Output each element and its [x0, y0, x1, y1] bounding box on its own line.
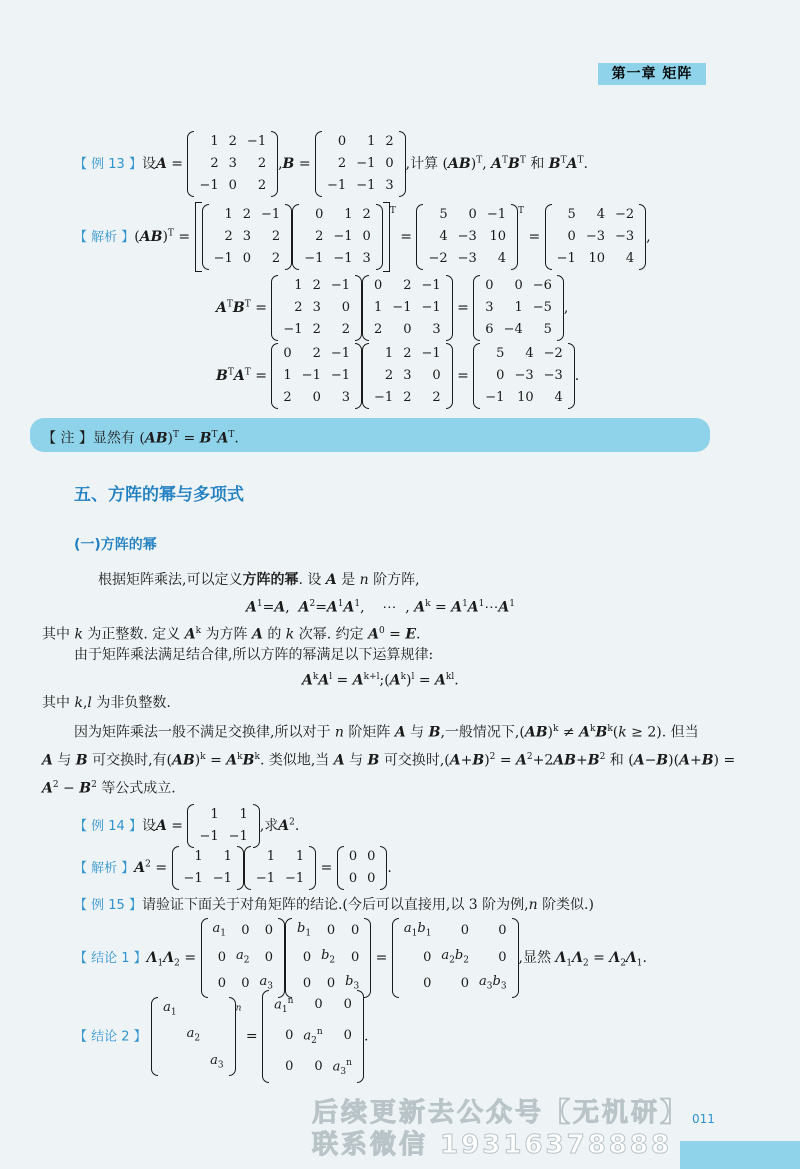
matrix-cell: 0	[362, 229, 371, 244]
matrix-cell: 0	[314, 1059, 323, 1075]
matrix-cell: 0	[432, 368, 441, 383]
corner-decoration	[680, 1141, 800, 1169]
matrix-cell: 2	[312, 346, 321, 361]
matrix-cell: 2	[374, 322, 383, 337]
matrix-cell: 5	[543, 322, 552, 337]
matrix-cell: 0	[264, 923, 274, 939]
matrix-cell: 0	[367, 849, 376, 864]
matrix-cell: $a_2$	[236, 947, 250, 966]
matrix-cell: 1	[295, 849, 305, 864]
zero-matrix	[337, 846, 388, 890]
matrix-a	[202, 204, 293, 270]
paragraph-3: 由于矩阵乘法满足结合律,所以方阵的幂满足以下运算规律:	[74, 647, 434, 663]
matrix-cell: −1	[255, 871, 276, 886]
matrix-cell: −1	[356, 178, 376, 193]
matrix-cell: $b_3$	[345, 974, 360, 992]
solution-13-line2: $A^TB^T$ = 1 2 −1 2 3 0 −1 2 2 0 2 −1 1 −1 −1 2 0 3 = 0 0 −6 3 1 −5 6 −4 5 ,	[216, 275, 568, 341]
watermark-line-1: 后续更新去公众号【无机研】	[312, 1098, 690, 1128]
matrix-at-bt	[473, 275, 564, 341]
matrix-cell	[205, 997, 229, 1024]
matrix-cell: −1	[486, 207, 506, 222]
matrix-cell: $a_1$	[163, 999, 177, 1018]
matrix-cell: 0	[302, 976, 312, 992]
matrix-cell: 1	[194, 849, 203, 864]
matrix-cell: 10	[489, 229, 506, 244]
matrix-a	[187, 804, 259, 848]
matrix-cell: −1	[330, 346, 351, 361]
matrix-cell: 1	[210, 134, 219, 149]
matrix-cell: 0	[228, 178, 237, 193]
matrix-cell: 1	[367, 134, 376, 149]
matrix-cell: 4	[554, 390, 563, 405]
matrix-a	[172, 846, 244, 890]
matrix-cell: −2	[614, 207, 635, 222]
matrix-cell: 2	[385, 134, 394, 149]
matrix-cell: 0	[341, 300, 351, 315]
matrix-cell: −1	[228, 829, 248, 844]
matrix-cell	[182, 997, 206, 1024]
matrix-cell: 0	[241, 923, 250, 939]
matrix-cell: 0	[498, 949, 507, 965]
example-15: 【 例 15 】请验证下面关于对角矩阵的结论.(今后可以直接用,以 3 阶为例,n 阶类似.)	[74, 897, 594, 913]
matrix-cell: 2	[384, 368, 394, 383]
paragraph-5: 因为矩阵乘法一般不满足交换律,所以对于 n 阶矩阵 A 与 B,一般情况下$,(AB)^k \ne A^kB^k(k \ge 2)$. 但当	[74, 724, 699, 741]
matrix-cell: −1	[333, 251, 353, 266]
matrix-cell: 1	[210, 807, 219, 822]
example-13: 【 例 13 】设A = 1 2 −1 2 3 2 −1 0 2 ,B = 0 1 2 2 −1 0 −1 −1 3 ,计算 (AB)$^T$, $A^TB^T$ 和 $B^TA^T$.	[74, 131, 588, 197]
matrix-cell: −1	[330, 368, 351, 383]
paragraph-2: 其中 k 为正整数. 定义 $A^k$ 为方阵 A 的 k 次幂. 约定 $A^0 = E$.	[42, 626, 421, 643]
matrix-cell: $a_3^n$	[332, 1057, 352, 1077]
matrix-cell: 0	[264, 949, 274, 965]
matrix-cell: 1	[374, 300, 383, 315]
matrix-cell: 2	[257, 156, 267, 171]
matrix-cell: 0	[285, 1028, 294, 1044]
matrix-cell: 0	[315, 207, 324, 222]
matrix-cell: 4	[596, 207, 605, 222]
diag-matrix-a	[201, 918, 286, 998]
matrix-cell: 3	[385, 178, 394, 193]
matrix-cell: 2	[432, 390, 441, 405]
matrix-cell: 2	[403, 346, 412, 361]
matrix-cell: −1	[485, 390, 505, 405]
matrix-cell: 3	[242, 229, 252, 244]
matrix-cell: 1	[224, 207, 233, 222]
matrix-bt-at	[473, 343, 575, 409]
page-number: 011	[692, 1112, 715, 1126]
matrix-cell: 1	[266, 849, 276, 864]
matrix-cell: $a_2^n$	[303, 1026, 323, 1046]
matrix-cell: 0	[367, 871, 376, 886]
matrix-cell: 2	[294, 300, 303, 315]
example-14: 【 例 14 】设A = 1 1 −1 −1 ,求$A^2$.	[74, 804, 299, 848]
matrix-cell: 2	[312, 278, 321, 293]
matrix-cell: $a_1$	[212, 921, 227, 939]
matrix-cell: 0	[403, 322, 412, 337]
matrix-cell: 0	[283, 346, 292, 361]
matrix-cell: 0	[423, 949, 432, 965]
matrix-ab-transpose	[545, 204, 647, 270]
conclusion-2: 【 结论 2 】 $a_1$ $a_2$ $a_3$ $^n$ = $a_1^n$ 0 0 0 $a_2^n$ 0 0 0 $a_3^n$ .	[74, 990, 368, 1083]
matrix-cell: 0	[217, 949, 227, 965]
matrix-cell: −5	[532, 300, 552, 315]
matrix-cell: −1	[199, 178, 219, 193]
matrix-cell: 0	[460, 976, 469, 992]
matrix-cell: 2	[271, 229, 281, 244]
matrix-cell: $b_2$	[321, 947, 336, 966]
matrix-cell: −1	[304, 251, 324, 266]
matrix-cell: −3	[585, 229, 605, 244]
matrix-a-transpose	[271, 275, 362, 341]
diag-matrix-b	[285, 918, 371, 998]
matrix-cell: 0	[514, 278, 523, 293]
matrix-cell: 0	[423, 976, 432, 992]
matrix-cell: 4	[439, 229, 448, 244]
matrix-cell: −1	[212, 871, 232, 886]
solution-14: 【 解析 】$A^2$ = 1 1 −1 −1 1 1 −1 −1 = 0 0 0 0 .	[74, 846, 392, 890]
matrix-cell: −1	[392, 300, 412, 315]
matrix-cell: −1	[261, 207, 281, 222]
subsection-title: (一)方阵的幂	[74, 537, 157, 553]
matrix-cell: 10	[517, 390, 534, 405]
matrix-b-transpose	[362, 275, 453, 341]
matrix-cell: −3	[457, 251, 477, 266]
matrix-cell: 6	[485, 322, 494, 337]
matrix-cell: 1	[294, 278, 303, 293]
matrix-cell: −3	[543, 368, 563, 383]
matrix-cell: −1	[556, 251, 576, 266]
matrix-cell: 4	[497, 251, 506, 266]
matrix-cell: −3	[514, 368, 534, 383]
matrix-cell: 0	[312, 390, 321, 405]
formula-powers: $A^1=A$, $A^2=A^1A^1$, ⋯ , $A^k$ = $A^1A^1\cdots A^1$	[246, 599, 516, 616]
matrix-cell: −1	[330, 278, 351, 293]
matrix-cell: 0	[302, 949, 312, 965]
matrix-cell: 4	[525, 346, 534, 361]
paragraph-1: 根据矩阵乘法,可以定义方阵的幂. 设 A 是 n 阶方阵,	[98, 572, 420, 588]
matrix-cell: 2	[271, 251, 281, 266]
matrix-b	[292, 204, 383, 270]
note-text: 【 注 】显然有 $(AB)^T = B^TA^T$.	[42, 430, 239, 447]
section-title: 五、方阵的幂与多项式	[74, 485, 244, 505]
solution-13-line3: $B^TA^T$ = 0 2 −1 1 −1 −1 2 0 3 1 2 −1 2 3 0 −1 2 2 = 5 4 −2 0 −3 −3 −1 10 4 .	[216, 343, 579, 409]
matrix-cell: −4	[503, 322, 523, 337]
matrix-cell: −1	[199, 829, 219, 844]
matrix-cell: 0	[314, 997, 323, 1013]
matrix-cell: 2	[341, 322, 351, 337]
matrix-cell: 0	[468, 207, 477, 222]
matrix-a-transpose	[362, 343, 453, 409]
matrix-cell: $b_1$	[297, 921, 312, 939]
matrix-cell: $a_2b_2$	[441, 947, 469, 966]
matrix-b	[315, 131, 406, 197]
matrix-b-transpose	[271, 343, 362, 409]
diag-matrix-power	[151, 997, 236, 1077]
matrix-cell: 3	[403, 368, 412, 383]
matrix-cell: −6	[532, 278, 552, 293]
watermark-line-2: 联系微信 19316378888	[312, 1130, 673, 1160]
matrix-cell: 2	[224, 229, 233, 244]
solution-13-line1: 【 解析 】(AB)$^T$ = 1 2 −1 2 3 2 −1 0 2 0 1 2 2 −1 0 −1 −1 3 $^T$ = 5 0 −1 4 −3 10 −2 −3 4 $^T$ = 5 4 −2 0 −3 −3 −1 10 4 ,	[74, 202, 651, 272]
matrix-cell: 2	[362, 207, 371, 222]
matrix-cell: −1	[333, 229, 353, 244]
matrix-a	[244, 846, 316, 890]
bracket-product	[195, 202, 390, 272]
matrix-cell: $a_3$	[210, 1052, 224, 1071]
matrix-cell: 0	[285, 1059, 294, 1075]
paragraph-4: 其中 k,l 为非负整数.	[42, 695, 171, 711]
matrix-cell: 4	[625, 251, 635, 266]
matrix-cell: −1	[356, 156, 376, 171]
matrix-cell: 5	[439, 207, 448, 222]
matrix-cell: 0	[242, 251, 252, 266]
matrix-cell: 0	[498, 923, 507, 939]
matrix-cell: $a_2$	[186, 1026, 201, 1044]
matrix-cell: −1	[327, 178, 347, 193]
matrix-cell: −1	[213, 251, 233, 266]
matrix-cell: 2	[403, 390, 412, 405]
matrix-cell: 5	[567, 207, 576, 222]
matrix-cell: 3	[432, 322, 441, 337]
matrix-cell	[158, 1023, 182, 1050]
matrix-cell: 2	[283, 390, 292, 405]
conclusion-1: 【 结论 1 】$\Lambda_1\Lambda_2$ = $a_1$ 0 0 0 $a_2$ 0 0 0 $a_3$ $b_1$ 0 0 0 $b_2$ 0 0 0 $b_3$ = $a_1b_1$ 0 0 0 $a_2b_2$ 0 0 0 $a_3b_3$ ,显然 $\Lambda_1\Lambda_2 = \Lambda_2\Lambda_1$.	[74, 918, 647, 998]
matrix-cell: −1	[421, 278, 441, 293]
matrix-cell: 0	[241, 976, 250, 992]
matrix-cell: 3	[362, 251, 371, 266]
matrix-cell: −1	[421, 300, 441, 315]
matrix-cell: 0	[385, 156, 394, 171]
matrix-cell: 0	[460, 923, 469, 939]
matrix-cell: −1	[246, 134, 267, 149]
matrix-cell: 2	[337, 156, 347, 171]
matrix-cell: $a_3$	[259, 974, 274, 992]
matrix-cell: 2	[242, 207, 252, 222]
paragraph-7: $A^2 - B^2$ 等公式成立.	[42, 780, 176, 797]
matrix-cell: 0	[217, 976, 227, 992]
matrix-cell: 0	[343, 997, 352, 1013]
matrix-cell: 2	[403, 278, 412, 293]
paragraph-6: A 与 B 可交换时,有$(AB)^k = A^kB^k$. 类似地,当 A 与 B 可交换时$,(A+B)^2 = A^2+2AB+B^2$ 和 (A−B)(A+B) =	[42, 752, 736, 769]
matrix-cell: 0	[350, 923, 360, 939]
matrix-cell: 0	[374, 278, 383, 293]
matrix-cell: −2	[543, 346, 563, 361]
matrix-cell: 0	[348, 871, 358, 886]
matrix-cell: 3	[485, 300, 494, 315]
matrix-cell: $a_1^n$	[274, 996, 294, 1015]
matrix-cell	[182, 1050, 206, 1077]
formula-rules: $A^kA^l$ = $A^{k+l};(A^k)^l = A^{kl}$.	[302, 672, 459, 689]
matrix-cell: 3	[341, 390, 351, 405]
diag-matrix-ab	[392, 918, 519, 998]
matrix-cell: 1	[283, 368, 292, 383]
matrix-cell: −1	[183, 871, 203, 886]
matrix-cell: 0	[485, 278, 494, 293]
matrix-cell: 1	[344, 207, 353, 222]
matrix-cell: 3	[312, 300, 321, 315]
matrix-cell: 0	[343, 1028, 352, 1044]
matrix-cell: 0	[326, 923, 336, 939]
matrix-cell: 0	[567, 229, 576, 244]
example-label: 【 例 13 】	[74, 157, 142, 172]
matrix-cell	[158, 1050, 182, 1077]
matrix-cell: $a_3b_3$	[478, 974, 507, 992]
matrix-cell: 0	[337, 134, 347, 149]
matrix-cell: 2	[228, 134, 237, 149]
matrix-cell: 10	[588, 251, 605, 266]
matrix-cell: 0	[350, 949, 360, 965]
matrix-cell: −1	[285, 871, 305, 886]
matrix-cell: −2	[428, 251, 448, 266]
matrix-cell: 0	[496, 368, 505, 383]
matrix-cell: 5	[496, 346, 505, 361]
matrix-cell: $a_1b_1$	[403, 921, 432, 939]
diag-matrix-powered	[262, 990, 364, 1083]
matrix-cell: 2	[210, 156, 219, 171]
matrix-a	[187, 131, 278, 197]
matrix-cell: −1	[301, 368, 321, 383]
matrix-cell: −1	[283, 322, 303, 337]
matrix-cell: 0	[348, 849, 358, 864]
matrix-cell: 1	[384, 346, 394, 361]
matrix-cell: 1	[239, 807, 248, 822]
matrix-cell: 3	[228, 156, 237, 171]
chapter-tab: 第一章 矩阵	[598, 63, 706, 85]
matrix-cell: −1	[421, 346, 441, 361]
matrix-ab	[416, 204, 518, 270]
matrix-cell: 1	[223, 849, 232, 864]
matrix-cell	[205, 1023, 229, 1050]
matrix-cell: −1	[374, 390, 394, 405]
matrix-cell: 0	[326, 976, 336, 992]
matrix-cell: 2	[315, 229, 324, 244]
matrix-cell: 1	[514, 300, 523, 315]
matrix-cell: 2	[312, 322, 321, 337]
matrix-cell: −3	[457, 229, 477, 244]
matrix-cell: 2	[257, 178, 267, 193]
matrix-cell: −3	[614, 229, 635, 244]
